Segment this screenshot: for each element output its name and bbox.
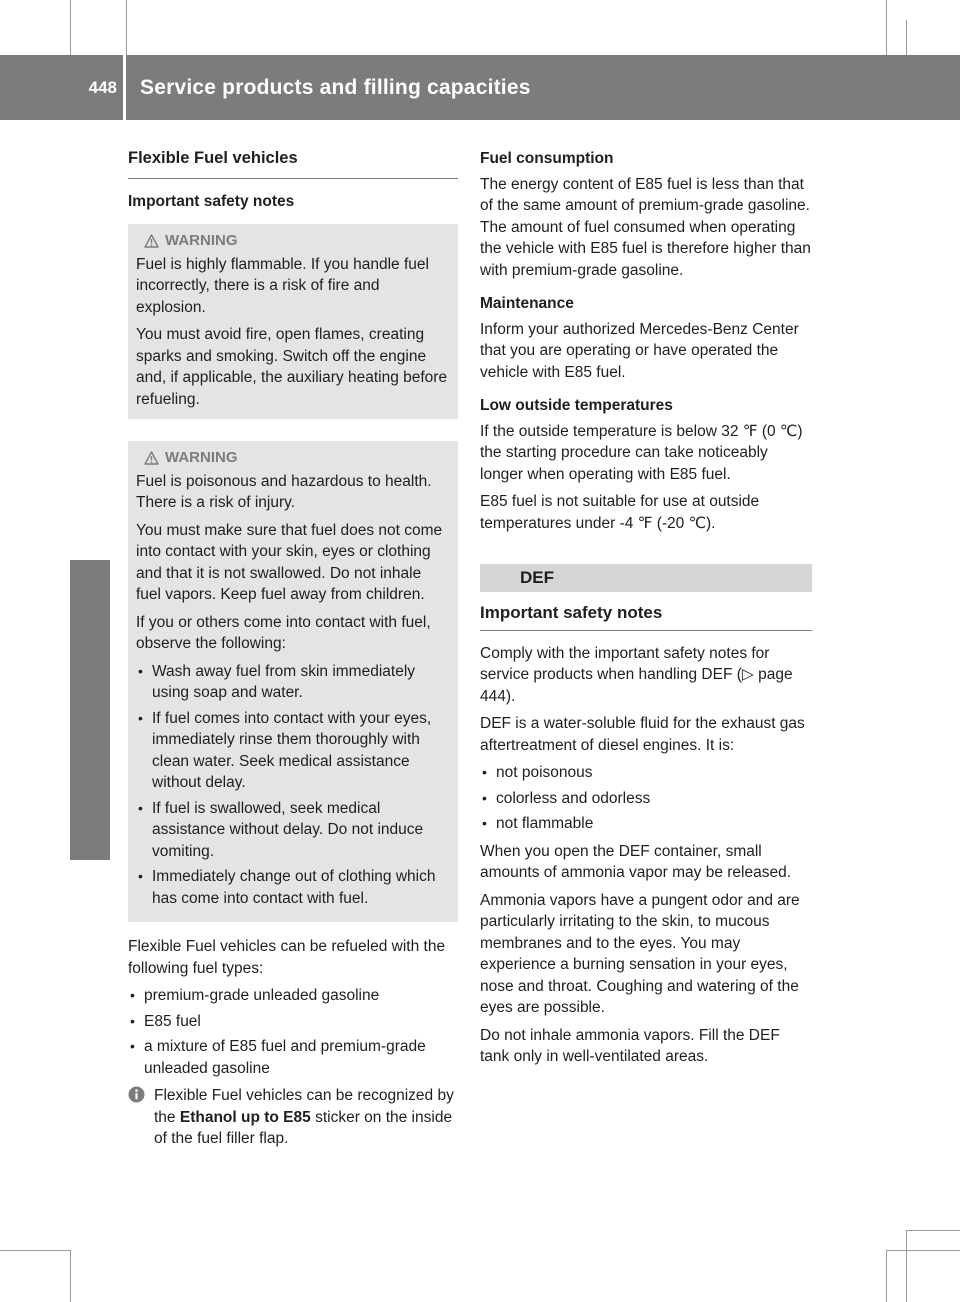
page-title: Service products and filling capacities — [140, 75, 531, 99]
warning-triangle-icon — [144, 234, 159, 248]
warning-text: You must avoid fire, open flames, creating sparks and smoking. Switch off the engine and, if applicable, the auxiliary heating before refueling. — [136, 326, 448, 408]
warning-text: If you or others come into contact with fuel, observe the following: — [136, 613, 431, 652]
right-column — [480, 148, 812, 1074]
body-text: The energy content of E85 fuel is less than that of the same amount of premium-grade gasoline. The amount of fuel consumed when operating the vehicle with E85 fuel is therefore higher than with premium-grade gasoline. — [480, 175, 811, 279]
body-text: DEF is a water-soluble fluid for the exhaust gas aftertreatment of diesel engines. It is: — [480, 715, 805, 754]
warning-text: Fuel is poisonous and hazardous to health. There is a risk of injury. — [136, 472, 432, 511]
list-item: • not flammable — [480, 813, 812, 835]
list-item: • premium-grade unleaded gasoline — [128, 985, 458, 1007]
list-item: • Wash away fuel from skin immediately using soap and water. — [136, 661, 450, 704]
info-text: Flexible Fuel vehicles can be recognized by the — [154, 1087, 454, 1126]
warning-text: Fuel is highly flammable. If you handle fuel incorrectly, there is a risk of fire and explosion. — [136, 255, 429, 316]
crop-mark — [886, 1250, 887, 1302]
crop-mark — [70, 1250, 71, 1302]
warning-header — [144, 447, 450, 469]
warning-box — [128, 441, 458, 922]
warning-label: WARNING — [165, 449, 238, 466]
left-column — [128, 148, 458, 1150]
crop-mark — [886, 0, 887, 55]
list-item: • If fuel comes into contact with your eyes, immediately rinse them thoroughly with clean water. Seek medical assistance without delay. — [136, 708, 450, 794]
body-text: E85 fuel is not suitable for use at outside temperatures under -4 ℉ (-20 ℃). — [480, 493, 760, 532]
list-item: • a mixture of E85 fuel and premium-grade unleaded gasoline — [128, 1036, 458, 1079]
side-tab-label: Technical data — [78, 608, 106, 780]
info-sticker-name: Ethanol up to E85 — [179, 1108, 311, 1126]
warning-triangle-icon — [144, 451, 159, 465]
info-note — [128, 1085, 458, 1150]
warning-header — [144, 230, 450, 252]
list-item: • If fuel is swallowed, seek medical assistance without delay. Do not induce vomiting. — [136, 798, 450, 863]
crop-mark — [906, 1230, 907, 1302]
def-section-band: DEF — [480, 564, 812, 592]
body-text: Inform your authorized Mercedes-Benz Center that you are operating or have operated the vehicle with E85 fuel. — [480, 320, 799, 381]
crop-mark — [70, 0, 71, 55]
info-icon — [128, 1086, 145, 1103]
crop-mark — [906, 1230, 960, 1231]
body-text: Comply with the important safety notes for service products when handling DEF (▷ page 444). — [480, 644, 793, 705]
warning-label: WARNING — [165, 232, 238, 249]
crop-mark — [886, 1250, 960, 1251]
warning-text: You must make sure that fuel does not come into contact with your skin, eyes or clothing and that it is not swallowed. Do not inhale fuel vapors. Keep fuel away from children. — [136, 521, 443, 603]
body-text: Ammonia vapors have a pungent odor and are particularly irritating to the skin, to mucous membranes and to the eyes. You may experience a burning sensation in your eyes, nose and throat. Coughing and watering of the eyes are possible. — [480, 891, 800, 1016]
body-text: Do not inhale ammonia vapors. Fill the DEF tank only in well-ventilated areas. — [480, 1026, 780, 1065]
list-item: • not poisonous — [480, 762, 812, 784]
subheading: Important safety notes — [128, 192, 295, 210]
section-heading-row — [480, 602, 812, 631]
page-number: 448 — [0, 55, 126, 120]
section-heading: Important safety notes — [480, 603, 663, 622]
def-properties-list — [480, 762, 812, 835]
section-heading: Flexible Fuel vehicles — [128, 148, 458, 179]
list-item: • Immediately change out of clothing which has come into contact with fuel. — [136, 866, 450, 909]
crop-mark — [126, 0, 127, 55]
body-text: When you open the DEF container, small amounts of ammonia vapor may be released. — [480, 842, 792, 881]
fuel-types-list — [128, 985, 458, 1079]
info-text: sticker on the inside of the fuel filler flap. — [154, 1108, 453, 1147]
list-item: • E85 fuel — [128, 1011, 458, 1033]
first-aid-list — [136, 661, 450, 910]
warning-box — [128, 224, 458, 419]
subheading: Maintenance — [480, 295, 574, 312]
list-item: • colorless and odorless — [480, 788, 812, 810]
subheading: Fuel consumption — [480, 150, 614, 167]
subheading: Low outside temperatures — [480, 397, 673, 414]
header-bar — [0, 55, 960, 120]
crop-mark — [0, 1250, 70, 1251]
intro-text: Flexible Fuel vehicles can be refueled with the following fuel types: — [128, 938, 446, 977]
crop-mark — [906, 20, 907, 55]
body-text: If the outside temperature is below 32 ℉ (0 ℃) the starting procedure can take noticeably longer when operating with E85 fuel. — [480, 422, 803, 483]
